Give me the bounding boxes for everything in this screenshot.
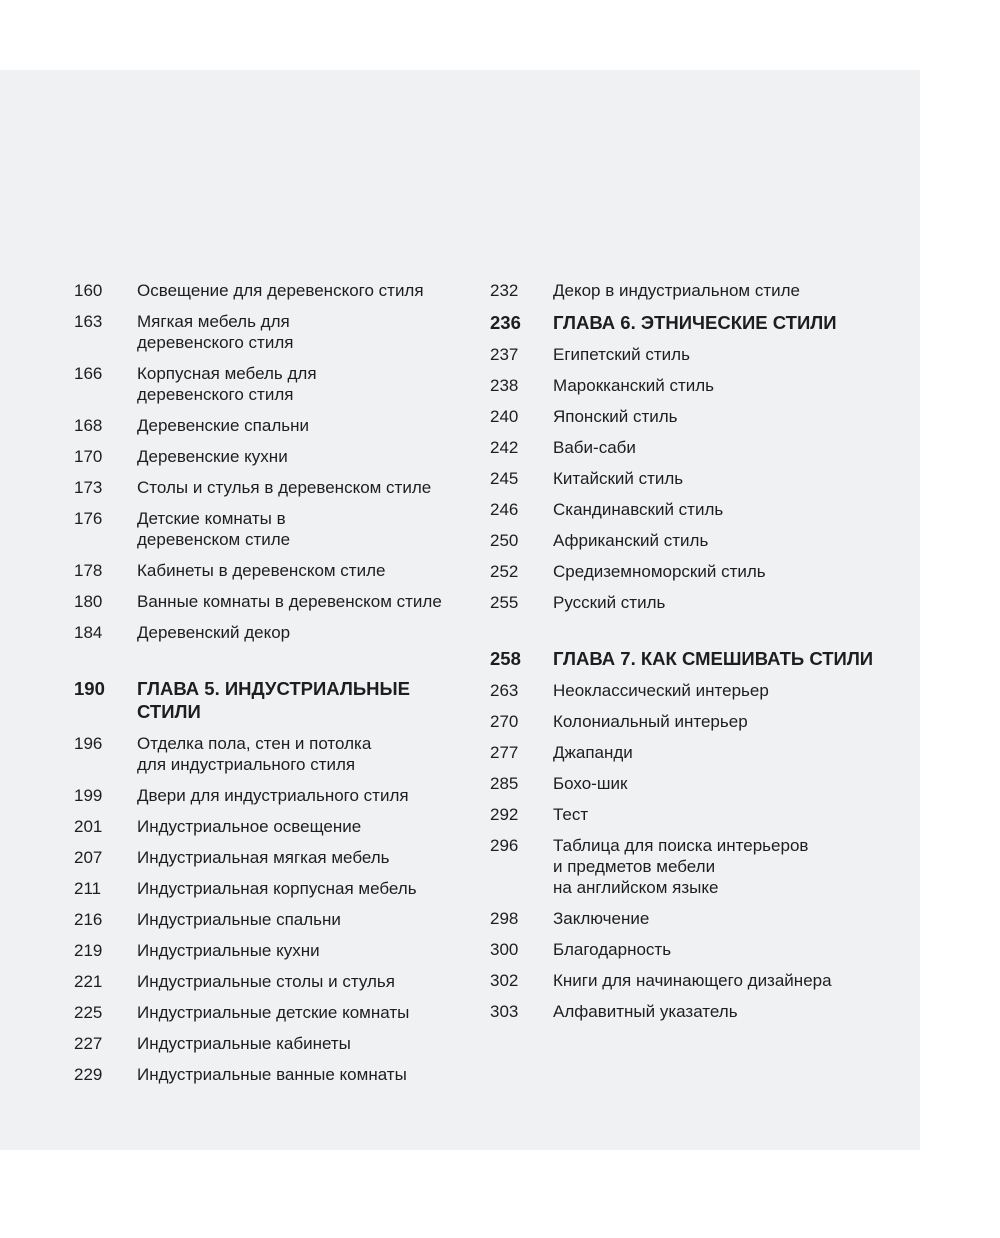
page-number: 166 <box>74 364 103 383</box>
toc-chapter-heading <box>490 311 910 334</box>
page-number: 277 <box>490 743 519 762</box>
page-number: 168 <box>74 416 103 435</box>
entry-title: Колониальный интерьер <box>553 712 748 731</box>
entry-title: Скандинавский стиль <box>553 500 724 519</box>
entry-title: Русский стиль <box>553 593 666 612</box>
entry-title: Деревенский декор <box>137 623 291 642</box>
page-number: 227 <box>74 1034 103 1053</box>
entry-title: Индустриальные кабинеты <box>137 1034 351 1053</box>
entry-title: Ваби-саби <box>553 438 636 457</box>
toc-entry <box>74 785 474 806</box>
toc-entry <box>74 878 474 899</box>
page-number: 237 <box>490 345 519 364</box>
toc-entry <box>74 847 474 868</box>
entry-title: Египетский стиль <box>553 345 690 364</box>
page-number: 236 <box>490 312 521 333</box>
entry-title: Японский стиль <box>553 407 678 426</box>
toc-entry <box>490 280 910 301</box>
entry-title: Джапанди <box>553 743 633 762</box>
entry-title: Африканский стиль <box>553 531 709 550</box>
entry-title: Ванные комнаты в деревенском стиле <box>137 592 442 611</box>
page-number: 252 <box>490 562 519 581</box>
page-number: 190 <box>74 678 105 699</box>
page-number: 232 <box>490 281 519 300</box>
toc-entry <box>74 622 474 643</box>
page-number: 201 <box>74 817 103 836</box>
entry-title: ГЛАВА 6. ЭТНИЧЕСКИЕ СТИЛИ <box>553 312 837 333</box>
entry-title: Детские комнаты в деревенском стиле <box>137 509 291 549</box>
entry-title: Столы и стулья в деревенском стиле <box>137 478 432 497</box>
toc-entry <box>490 680 910 701</box>
entry-title: Индустриальное освещение <box>137 817 362 836</box>
page-number: 300 <box>490 940 519 959</box>
page-number: 211 <box>74 879 102 898</box>
page-number: 184 <box>74 623 103 642</box>
entry-title: Освещение для деревенского стиля <box>137 281 424 300</box>
entry-title: Отделка пола, стен и потолка для индустриального стиля <box>137 734 372 774</box>
toc-entry <box>490 468 910 489</box>
page-number: 178 <box>74 561 103 580</box>
toc-entry <box>490 742 910 763</box>
toc-entry <box>74 446 474 467</box>
page-number: 245 <box>490 469 519 488</box>
page-number: 303 <box>490 1002 519 1021</box>
entry-title: Декор в индустриальном стиле <box>553 281 800 300</box>
page-number: 160 <box>74 281 103 300</box>
entry-title: Деревенские кухни <box>137 447 288 466</box>
entry-title: Индустриальная корпусная мебель <box>137 879 417 898</box>
toc-entry <box>490 499 910 520</box>
entry-title: Индустриальные спальни <box>137 910 341 929</box>
toc-entry <box>490 530 910 551</box>
page-number: 250 <box>490 531 519 550</box>
toc-entry <box>74 1033 474 1054</box>
page-number: 285 <box>490 774 519 793</box>
entry-title: Тест <box>553 805 589 824</box>
toc-entry <box>74 363 474 405</box>
page-number: 242 <box>490 438 519 457</box>
toc-entry <box>490 437 910 458</box>
entry-title: Корпусная мебель для деревенского стиля <box>137 364 317 404</box>
entry-title: Благодарность <box>553 940 672 959</box>
entry-title: ГЛАВА 7. КАК СМЕШИВАТЬ СТИЛИ <box>553 648 874 669</box>
toc-entry <box>74 816 474 837</box>
toc-entry <box>490 939 910 960</box>
entry-title: Неоклассический интерьер <box>553 681 769 700</box>
page-number: 238 <box>490 376 519 395</box>
page-number: 292 <box>490 805 519 824</box>
page-number: 199 <box>74 786 103 805</box>
entry-title: Мягкая мебель для деревенского стиля <box>137 312 294 352</box>
toc-entry <box>490 835 910 898</box>
page-number: 225 <box>74 1003 103 1022</box>
toc-entry <box>74 415 474 436</box>
entry-title: Деревенские спальни <box>137 416 309 435</box>
toc-entry <box>490 406 910 427</box>
toc-entry <box>74 560 474 581</box>
entry-title: Китайский стиль <box>553 469 684 488</box>
entry-title: Индустриальные детские комнаты <box>137 1003 410 1022</box>
toc-entry <box>74 1002 474 1023</box>
entry-title: Заключение <box>553 909 650 928</box>
entry-title: Книги для начинающего дизайнера <box>553 971 832 990</box>
toc-left-column <box>74 280 474 1095</box>
entry-title: Двери для индустриального стиля <box>137 786 409 805</box>
page-number: 229 <box>74 1065 103 1084</box>
toc-entry <box>490 561 910 582</box>
page-number: 207 <box>74 848 103 867</box>
page-number: 170 <box>74 447 103 466</box>
page-number: 296 <box>490 836 519 855</box>
page-number: 216 <box>74 910 103 929</box>
page-number: 180 <box>74 592 103 611</box>
page-number: 240 <box>490 407 519 426</box>
page-number: 173 <box>74 478 103 497</box>
toc-entry <box>490 1001 910 1022</box>
toc-entry <box>490 804 910 825</box>
entry-title: Индустриальные кухни <box>137 941 320 960</box>
page-number: 246 <box>490 500 519 519</box>
entry-title: Таблица для поиска интерьеров и предметов мебели на английском языке <box>553 836 809 897</box>
entry-title: Индустриальные столы и стулья <box>137 972 395 991</box>
page-number: 176 <box>74 509 103 528</box>
page-number: 163 <box>74 312 103 331</box>
entry-title: Бохо-шик <box>553 774 628 793</box>
entry-title: Средиземноморский стиль <box>553 562 766 581</box>
toc-right-column <box>490 280 910 1032</box>
page-number: 196 <box>74 734 103 753</box>
entry-title: Алфавитный указатель <box>553 1002 738 1021</box>
toc-entry <box>74 971 474 992</box>
toc-entry <box>74 311 474 353</box>
page-number: 221 <box>74 972 103 991</box>
toc-entry <box>490 773 910 794</box>
entry-title: Индустриальные ванные комнаты <box>137 1065 407 1084</box>
toc-entry <box>74 733 474 775</box>
page-number: 270 <box>490 712 519 731</box>
toc-entry <box>490 970 910 991</box>
toc-entry <box>490 592 910 613</box>
entry-title: Индустриальная мягкая мебель <box>137 848 390 867</box>
entry-title: Марокканский стиль <box>553 376 715 395</box>
toc-chapter-heading <box>74 677 474 723</box>
page-number: 219 <box>74 941 103 960</box>
toc-entry <box>74 1064 474 1085</box>
toc-entry <box>74 940 474 961</box>
toc-entry <box>74 280 474 301</box>
toc-entry <box>490 344 910 365</box>
page-number: 255 <box>490 593 519 612</box>
toc-entry <box>74 477 474 498</box>
toc-entry <box>74 508 474 550</box>
entry-title: ГЛАВА 5. ИНДУСТРИАЛЬНЫЕ СТИЛИ <box>137 678 410 722</box>
toc-entry <box>490 711 910 732</box>
entry-title: Кабинеты в деревенском стиле <box>137 561 386 580</box>
toc-entry <box>74 909 474 930</box>
toc-chapter-heading <box>490 647 910 670</box>
page-number: 298 <box>490 909 519 928</box>
page-number: 302 <box>490 971 519 990</box>
toc-entry <box>74 591 474 612</box>
page-number: 263 <box>490 681 519 700</box>
toc-entry <box>490 375 910 396</box>
toc-entry <box>490 908 910 929</box>
page-number: 258 <box>490 648 521 669</box>
